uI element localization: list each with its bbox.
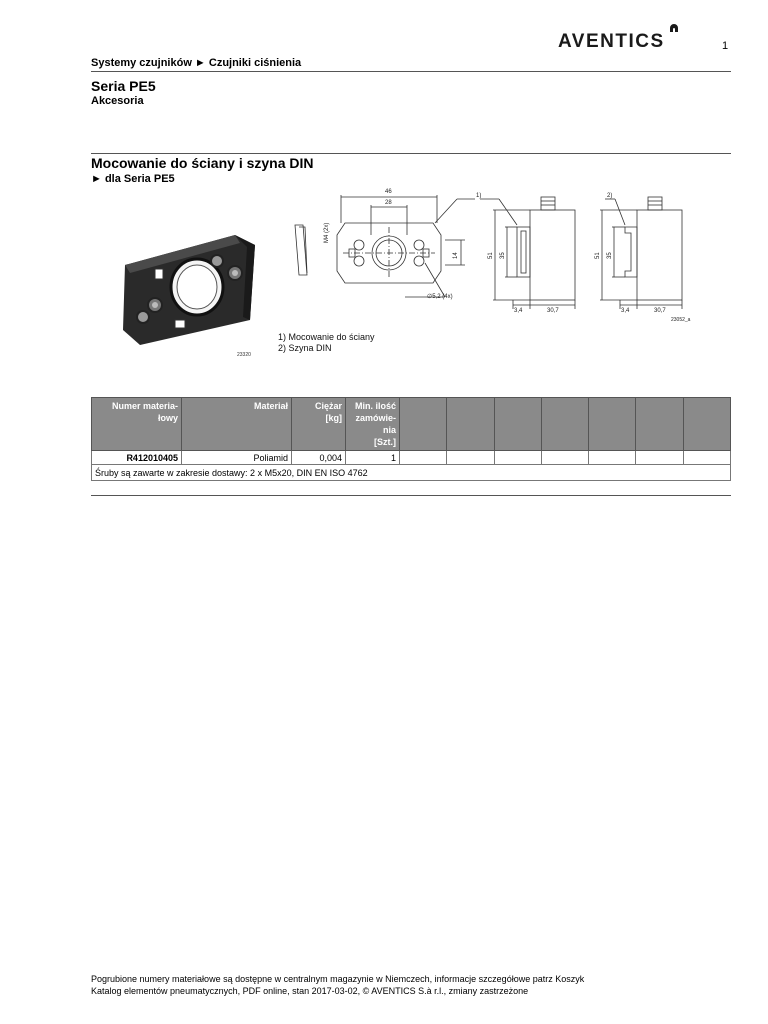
product-photo — [115, 225, 260, 355]
table-row — [92, 451, 731, 465]
table-footnote-row — [92, 465, 731, 481]
cell-part-number: R412010405 — [92, 451, 182, 465]
col-header-part-number: Numer materia- łowy — [92, 398, 182, 451]
dim-28: 28 — [385, 200, 392, 206]
cell-empty — [589, 451, 636, 465]
dim-14: 14 — [453, 252, 459, 259]
col-header-empty — [400, 398, 447, 451]
cell-empty — [400, 451, 447, 465]
col-header-empty — [447, 398, 494, 451]
page-footer — [91, 973, 711, 997]
col-header-empty — [636, 398, 683, 451]
dim-51a: 51 — [488, 252, 494, 259]
dimension-drawing — [285, 185, 725, 325]
callout-2: 2) — [607, 193, 613, 199]
col-header-min-qty: Min. ilość zamówie- nia [Szt.] — [346, 398, 400, 451]
parts-table — [91, 397, 731, 481]
col-header-empty — [589, 398, 636, 451]
technical-drawing — [285, 185, 725, 330]
photo-id: 23320 — [237, 352, 251, 358]
cell-empty — [541, 451, 588, 465]
dim-34a: 3,4 — [514, 308, 523, 314]
drawing-id: 23052_a — [671, 317, 691, 323]
breadcrumb: Systemy czujników ► Czujniki ciśnienia — [91, 57, 302, 69]
dim-307b: 30,7 — [654, 308, 666, 314]
col-header-empty — [494, 398, 541, 451]
series-subtitle: Akcesoria — [91, 95, 144, 107]
section-title: Mocowanie do ściany i szyna DIN — [91, 155, 314, 171]
figure-legend-1: 1) Mocowanie do ściany — [278, 332, 375, 342]
cell-empty — [683, 451, 730, 465]
footer-line-2: Katalog elementów pneumatycznych, PDF online, stan 2017-03-02, © AVENTICS S.à r.l., zmiany zastrzeżone — [91, 986, 529, 996]
footer-line-1: Pogrubione numery materiałowe są dostępne w centralnym magazynie w Niemczech, informacje szczegółowe patrz Koszyk — [91, 974, 585, 984]
section-divider — [91, 153, 731, 154]
header-divider — [91, 71, 731, 72]
cell-material: Poliamid — [182, 451, 292, 465]
section-subtitle: ► dla Seria PE5 — [91, 173, 175, 185]
figure-legend-2: 2) Szyna DIN — [278, 343, 332, 353]
series-title: Seria PE5 — [91, 78, 156, 94]
callout-1: 1) — [476, 193, 482, 199]
table-footnote: Śruby są zawarte w zakresie dostawy: 2 x M5x20, DIN EN ISO 4762 — [92, 465, 731, 481]
dim-m4: M4 (2x) — [324, 222, 330, 243]
cell-empty — [636, 451, 683, 465]
brand-wordmark: AVENTICS — [558, 31, 665, 52]
brand-symbol — [670, 24, 678, 32]
aventics-logo — [558, 24, 688, 57]
col-header-weight: Ciężar [kg] — [292, 398, 346, 451]
cell-min-qty: 1 — [346, 451, 400, 465]
page-number: 1 — [722, 40, 729, 52]
table-bottom-divider — [91, 495, 731, 496]
table-header-row — [92, 398, 731, 451]
cell-empty — [494, 451, 541, 465]
dim-307a: 30,7 — [547, 308, 559, 314]
col-header-empty — [683, 398, 730, 451]
dim-35a: 35 — [500, 252, 506, 259]
col-header-material: Materiał — [182, 398, 292, 451]
dim-46: 46 — [385, 189, 392, 195]
aventics-logo-mark — [558, 24, 688, 52]
dim-51b: 51 — [595, 252, 601, 259]
dim-34b: 3,4 — [621, 308, 630, 314]
cell-empty — [447, 451, 494, 465]
wall-mount-bracket-image — [115, 225, 260, 350]
col-header-empty — [541, 398, 588, 451]
dim-35b: 35 — [607, 252, 613, 259]
dim-hole: ∅5,2 (4x) — [427, 294, 453, 300]
cell-weight: 0,004 — [292, 451, 346, 465]
